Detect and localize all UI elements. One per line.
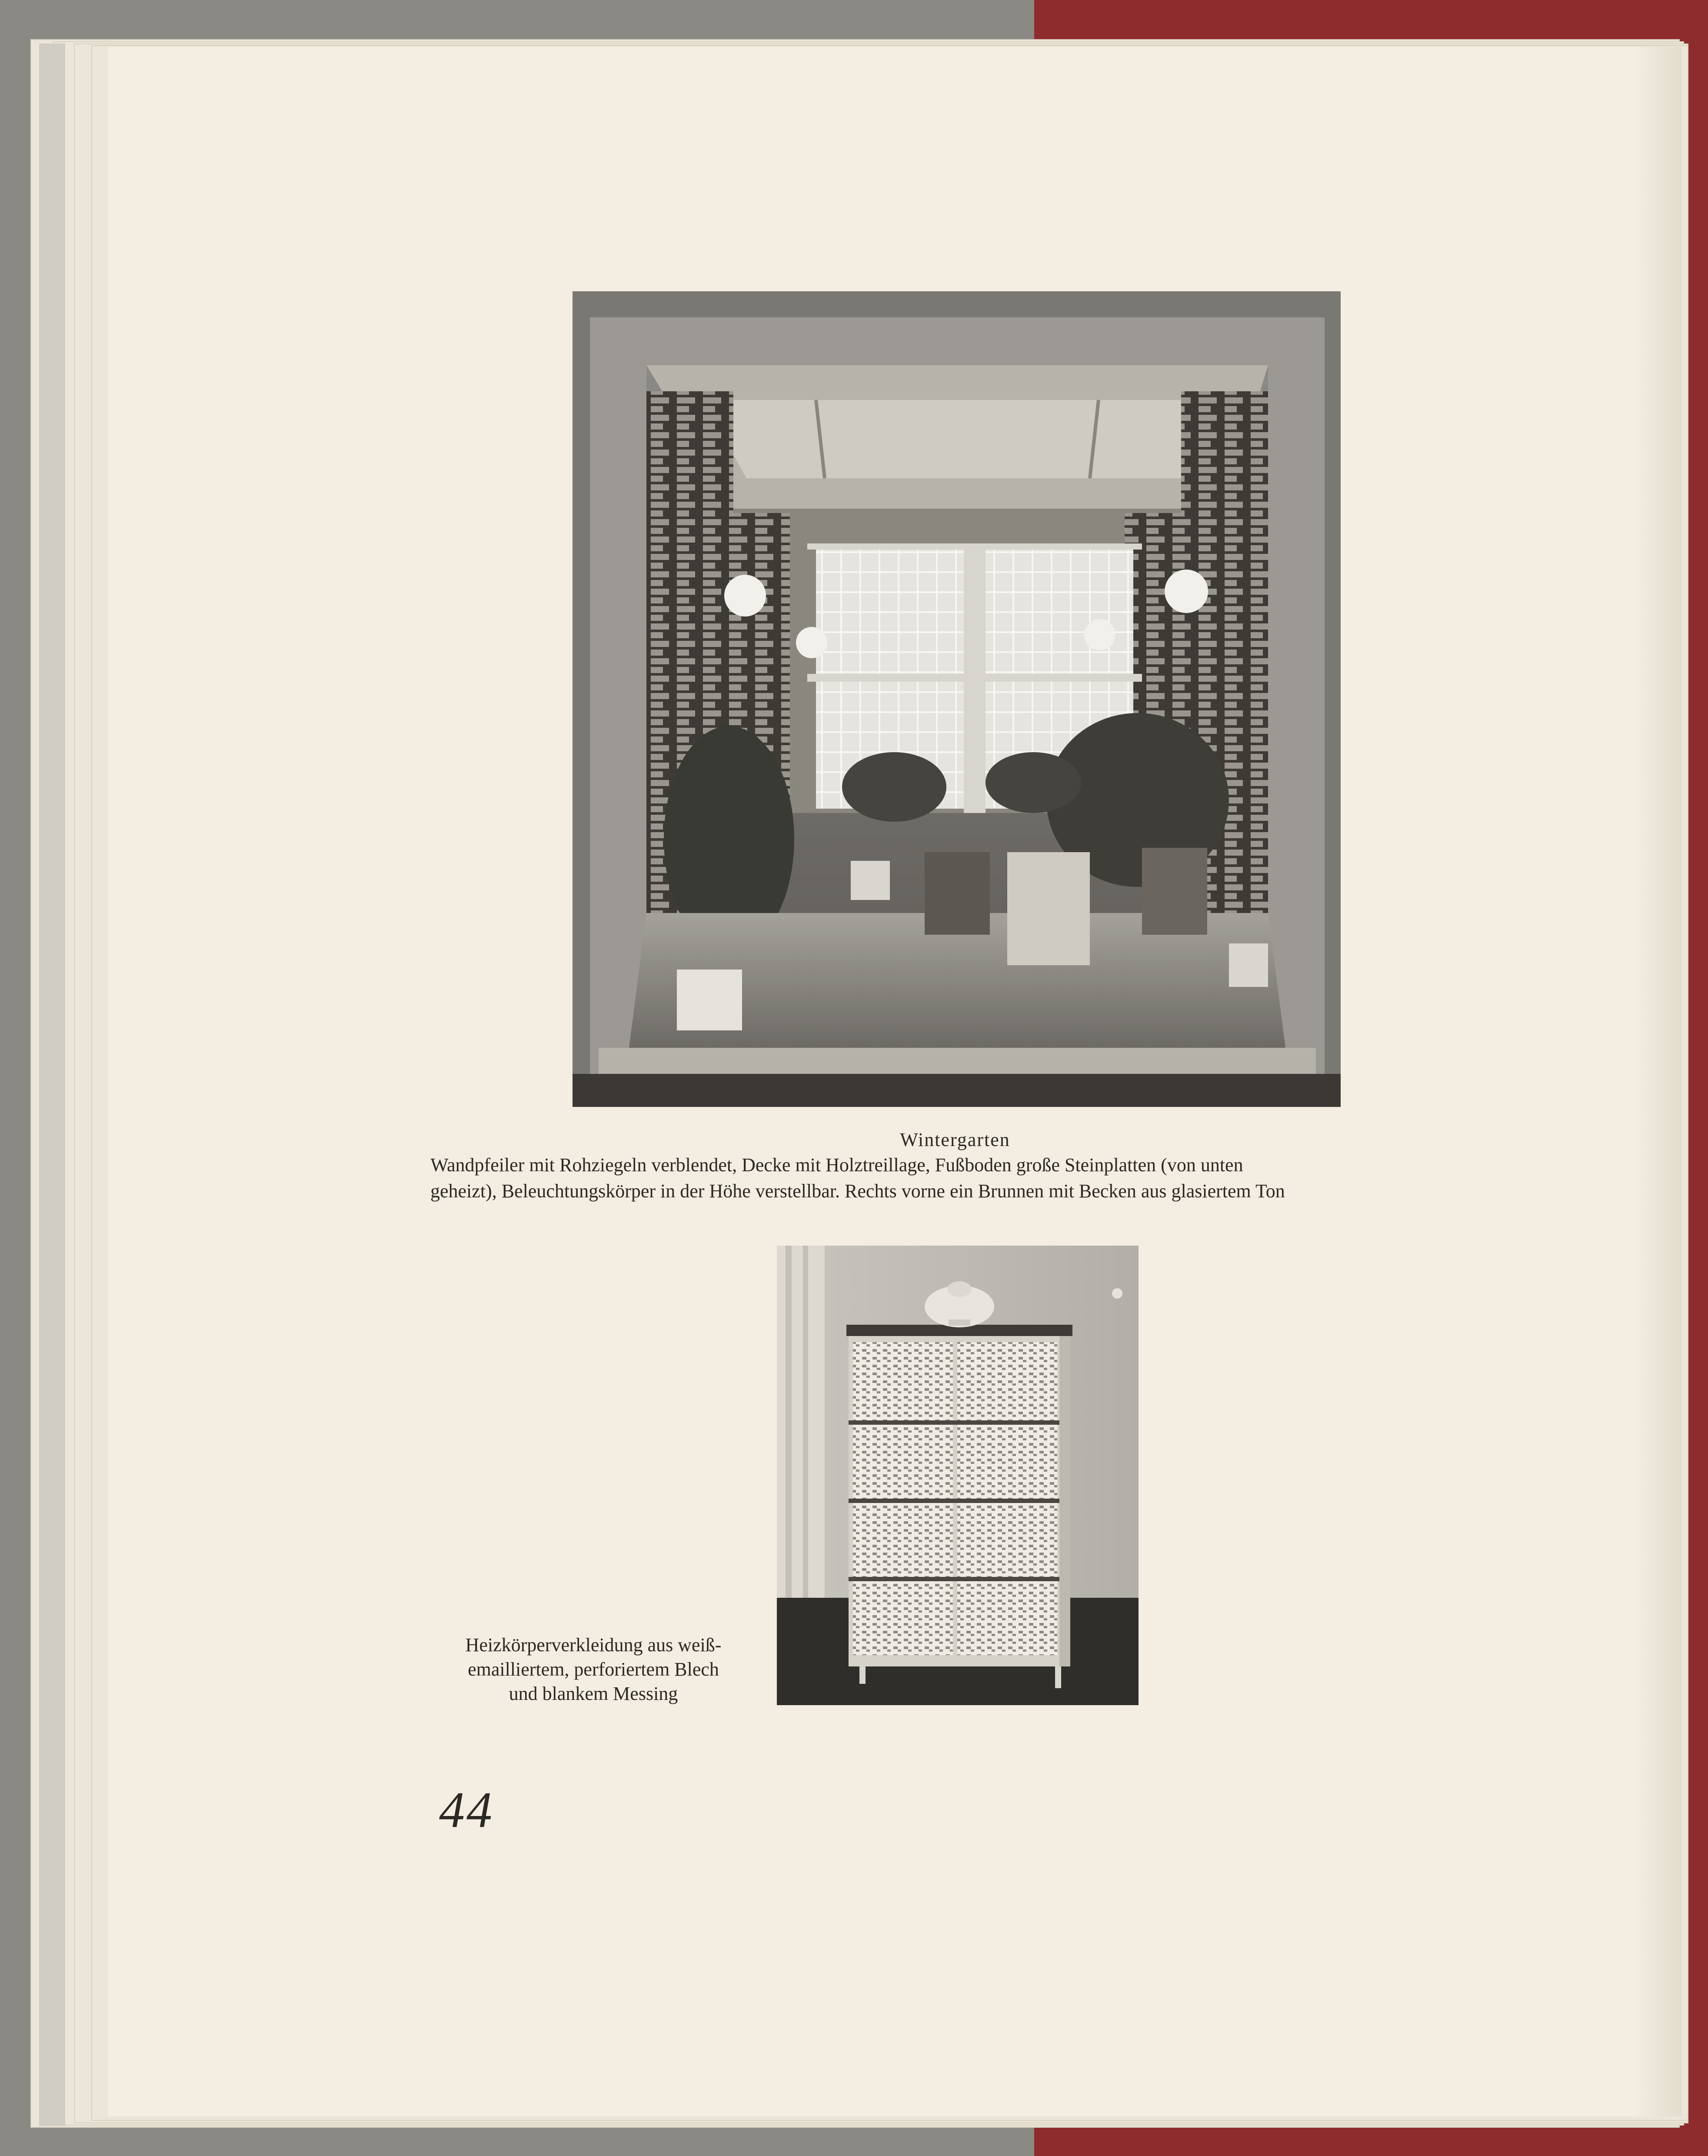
page-number: 44 (439, 1781, 494, 1838)
caption-line: und blankem Messing (509, 1683, 678, 1704)
caption-line: Heizkörperverkleidung aus weiß- (465, 1634, 722, 1656)
wintergarten-illustration (573, 291, 1341, 1107)
caption-line: Wandpfeiler mit Rohziegeln verblendet, Decke mit Holztreillage, Fußboden große Steinplatten (von unten (430, 1154, 1243, 1176)
caption-line: geheizt), Beleuchtungskörper in der Höhe verstellbar. Rechts vorne ein Brunnen mit Becken aus glasiertem Ton (430, 1180, 1285, 1202)
page-gutter-shadow (1635, 47, 1681, 2116)
spine-cloth (39, 43, 65, 2126)
caption-line: emailliertem, perforiertem Blech (468, 1659, 719, 1680)
radiator-caption (430, 1633, 756, 1706)
radiator-cover-illustration (777, 1246, 1139, 1705)
wintergarten-photo (573, 291, 1341, 1107)
radiator-cover-photo (777, 1246, 1139, 1705)
figure-caption (430, 1152, 1482, 1204)
figure-title: Wintergarten (900, 1129, 1010, 1150)
